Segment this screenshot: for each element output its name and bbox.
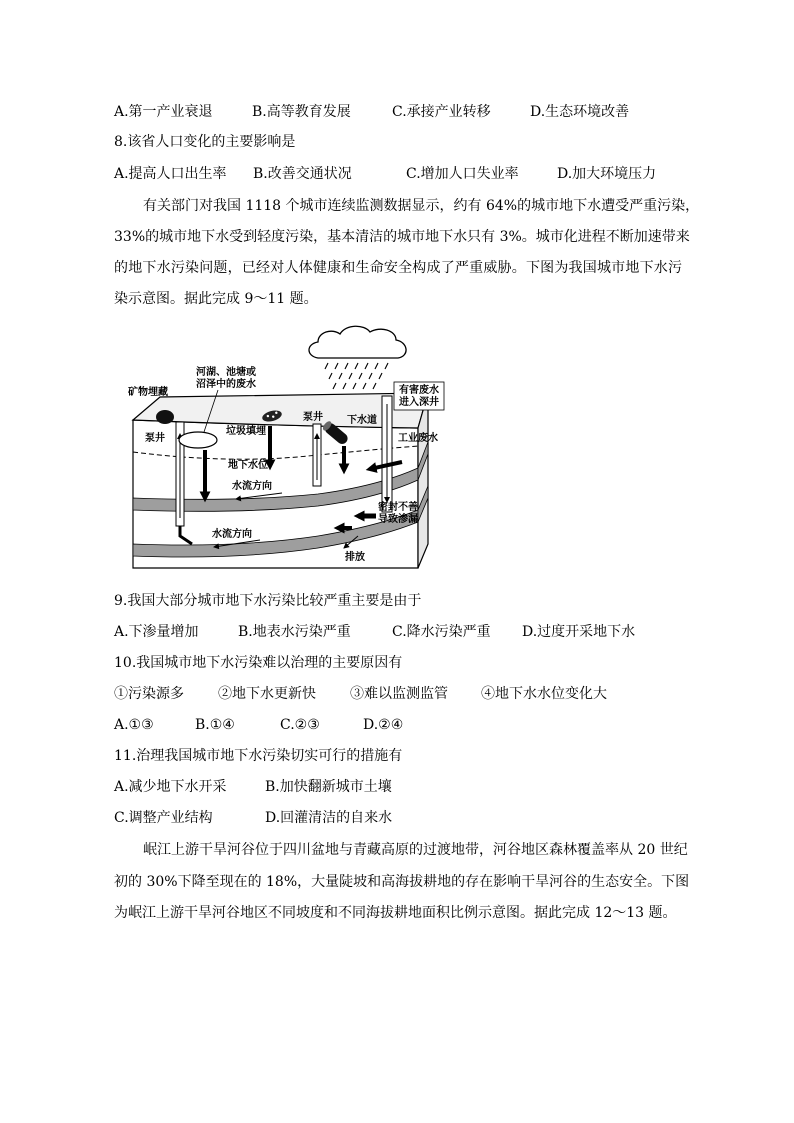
label-sewer: 下水道 <box>347 415 377 426</box>
passage2-line-1: 岷江上游干旱河谷位于四川盆地与青藏高原的过渡地带，河谷地区森林覆盖率从 20 世纪 <box>143 842 688 858</box>
q7-option-b: B.高等教育发展 <box>252 104 351 120</box>
label-leak-line-2: 导致渗漏 <box>378 514 418 525</box>
q10-statement-3: ③难以监测监管 <box>350 686 448 702</box>
q7-option-d: D.生态环境改善 <box>530 104 630 120</box>
q10-stem: 10.我国城市地下水污染难以治理的主要原因有 <box>114 655 403 671</box>
q11-option-a: A.减少地下水开采 <box>114 779 227 795</box>
label-leak-line-1: 密封不善 <box>378 502 418 513</box>
label-lake-line-1: 河湖、池塘或 <box>196 367 256 378</box>
cloud-icon <box>309 326 406 358</box>
q9-option-c: C.降水污染严重 <box>392 624 491 640</box>
passage1-line-1: 有关部门对我国 1118 个城市连续监测数据显示，约有 64%的城市地下水遭受严重污染， <box>143 198 700 214</box>
label-flow-lower: 水流方向 <box>212 529 252 540</box>
q10-option-a: A.①③ <box>114 717 154 733</box>
q8-stem: 8.该省人口变化的主要影响是 <box>114 134 296 150</box>
q9-option-d: D.过度开采地下水 <box>522 624 636 640</box>
q11-option-d: D.回灌清洁的自来水 <box>265 810 393 826</box>
q8-option-c: C.增加人口失业率 <box>406 166 519 182</box>
q10-option-d: D.②④ <box>363 717 404 733</box>
label-discharge: 排放 <box>345 552 365 563</box>
q7-option-a: A.第一产业衰退 <box>114 104 213 120</box>
passage1-line-2: 33%的城市地下水受到轻度污染，基本清洁的城市地下水只有 3%。城市化进程不断加速带来 <box>114 229 690 245</box>
label-lake-line-2: 沼泽中的废水 <box>196 379 256 390</box>
passage1-line-4: 染示意图。据此完成 9～11 题。 <box>114 291 318 307</box>
q9-stem: 9.我国大部分城市地下水污染比较严重主要是由于 <box>114 593 422 609</box>
q8-option-b: B.改善交通状况 <box>253 166 352 182</box>
label-flow-upper: 水流方向 <box>232 481 272 492</box>
q11-option-c: C.调整产业结构 <box>114 810 213 826</box>
q8-options <box>0 165 794 183</box>
label-pump-well-left: 泵井 <box>145 433 165 444</box>
q11-options-row-2 <box>0 809 794 827</box>
q11-option-b: B.加快翻新城市土壤 <box>265 779 392 795</box>
label-pump-well-mid: 泵井 <box>303 412 323 423</box>
label-water-table: 地下水位 <box>228 460 268 471</box>
label-deep-well-line-1: 有害废水 <box>399 385 439 396</box>
groundwater-pollution-diagram <box>118 322 448 572</box>
label-deep-well-line-2: 进入深井 <box>399 397 439 408</box>
q10-option-b: B.①④ <box>195 717 235 733</box>
q10-statements <box>0 685 794 703</box>
q10-options <box>0 716 794 734</box>
passage1-line-3: 的地下水污染问题，已经对人体健康和生命安全构成了严重威胁。下图为我国城市地下水污 <box>114 260 682 276</box>
q7-option-c: C.承接产业转移 <box>392 104 491 120</box>
q11-options-row-1 <box>0 778 794 796</box>
q9-options <box>0 623 794 641</box>
q10-statement-4: ④地下水水位变化大 <box>481 686 607 702</box>
lake-wastewater-icon <box>179 432 217 448</box>
q7-options <box>0 103 794 121</box>
mineral-deposit-icon <box>156 410 174 424</box>
passage2-line-2: 初的 30%下降至现在的 18%，大量陡坡和高海拔耕地的存在影响干旱河谷的生态安全。下图 <box>114 874 690 890</box>
q10-option-c: C.②③ <box>280 717 320 733</box>
label-industrial: 工业废水 <box>398 433 438 444</box>
q8-option-a: A.提高人口出生率 <box>114 166 227 182</box>
q10-statement-1: ①污染源多 <box>114 686 184 702</box>
rain-icon <box>325 363 388 389</box>
passage2-line-3: 为岷江上游干旱河谷地区不同坡度和不同海拔耕地面积比例示意图。据此完成 12～13 题。 <box>114 905 677 921</box>
label-landfill: 垃圾填埋 <box>226 426 266 437</box>
q10-statement-2: ②地下水更新快 <box>218 686 316 702</box>
q9-option-a: A.下渗量增加 <box>114 624 199 640</box>
q9-option-b: B.地表水污染严重 <box>238 624 351 640</box>
q8-option-d: D.加大环境压力 <box>557 166 657 182</box>
q11-stem: 11.治理我国城市地下水污染切实可行的措施有 <box>114 748 403 764</box>
label-mineral: 矿物埋藏 <box>128 387 168 398</box>
